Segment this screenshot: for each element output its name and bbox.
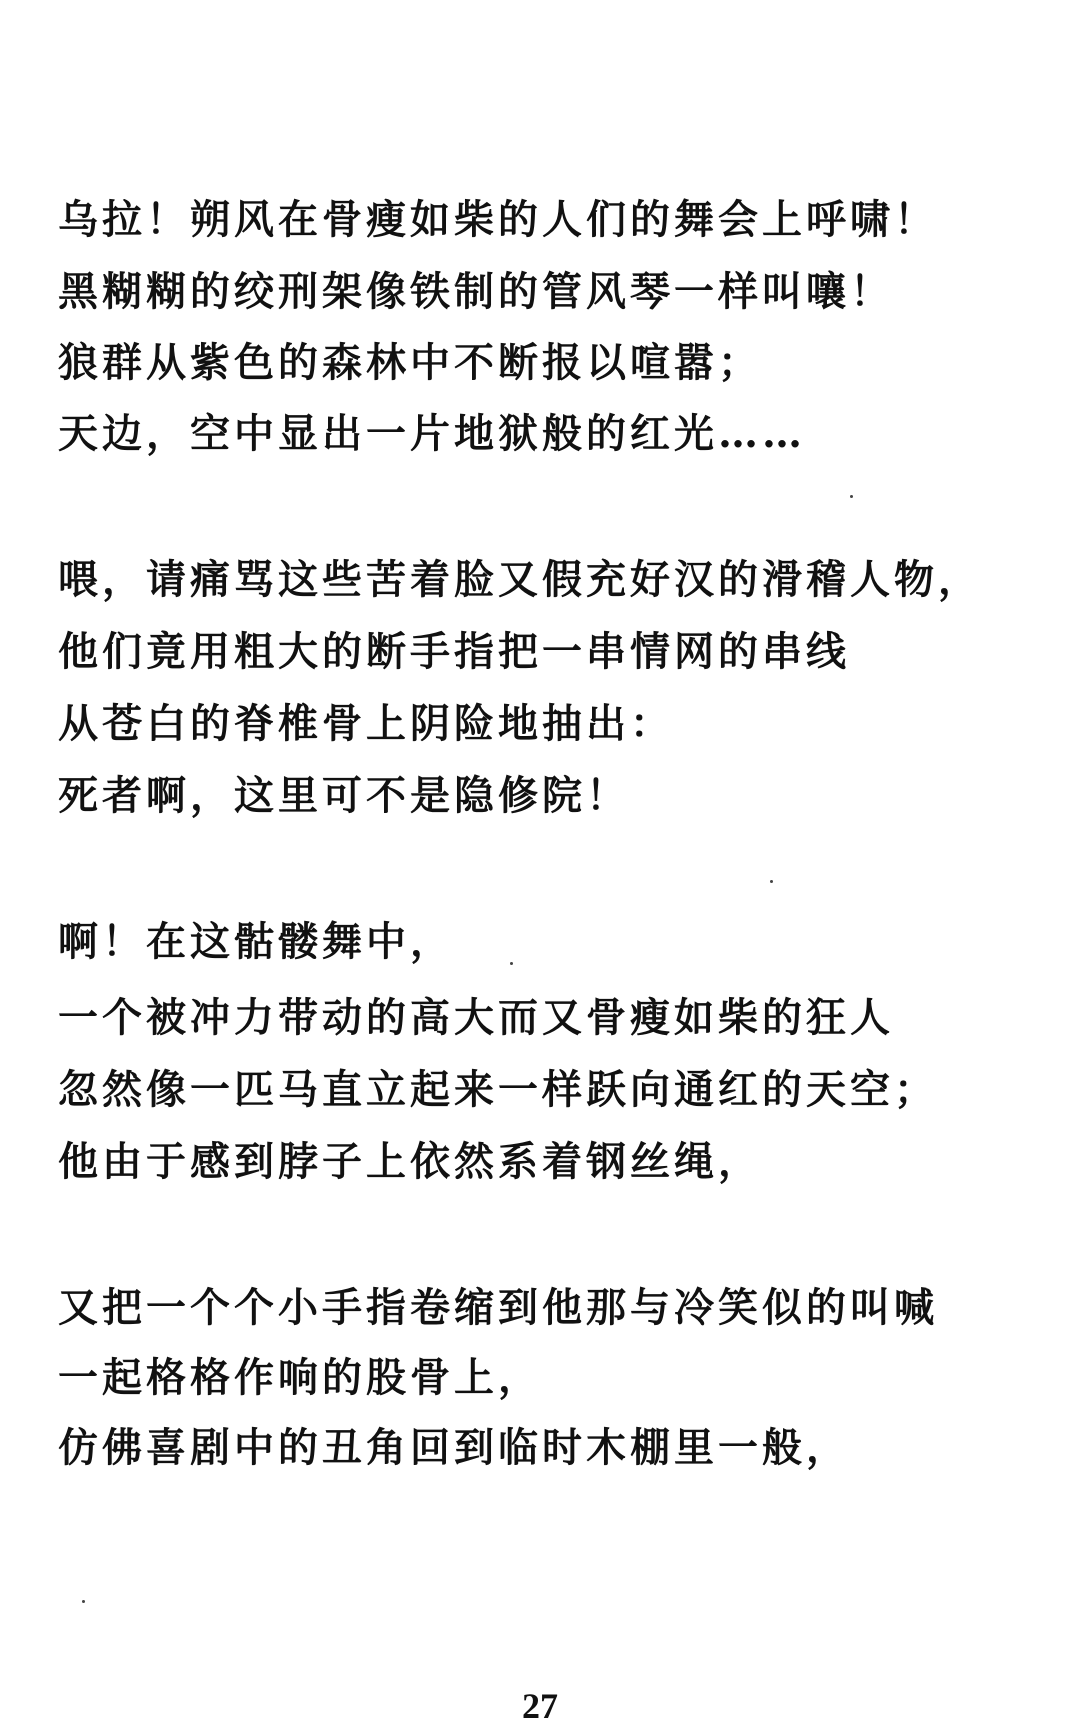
poem-line: 他由于感到脖子上依然系着钢丝绳， <box>58 1138 762 1185</box>
poem-line: 又把一个个小手指卷缩到他那与冷笑似的叫喊 <box>58 1284 938 1331</box>
scan-speck <box>510 962 513 965</box>
poem-line: 死者啊，这里可不是隐修院！ <box>58 772 630 819</box>
poem-line: 狼群从紫色的森林中不断报以喧嚣； <box>58 339 762 386</box>
scan-speck <box>770 880 773 883</box>
poem-line: 喂，请痛骂这些苦着脸又假充好汉的滑稽人物， <box>58 556 982 603</box>
poem-line: 一个被冲力带动的高大而又骨瘦如柴的狂人 <box>58 994 894 1041</box>
poem-line: 啊！在这骷髅舞中， <box>58 918 454 965</box>
poem-line: 天边，空中显出一片地狱般的红光…… <box>58 410 806 457</box>
poem-line: 黑糊糊的绞刑架像铁制的管风琴一样叫嚷！ <box>58 268 894 315</box>
scan-speck <box>850 495 853 498</box>
poem-line: 一起格格作响的股骨上， <box>58 1354 542 1401</box>
poem-line: 乌拉！朔风在骨瘦如柴的人们的舞会上呼啸！ <box>58 196 938 243</box>
scan-speck <box>82 1600 85 1603</box>
poem-line: 仿佛喜剧中的丑角回到临时木棚里一般， <box>58 1424 850 1471</box>
page-number: 27 <box>522 1686 558 1726</box>
poem-line: 忽然像一匹马直立起来一样跃向通红的天空； <box>58 1066 938 1113</box>
poem-line: 他们竟用粗大的断手指把一串情网的串线 <box>58 628 850 675</box>
poem-line: 从苍白的脊椎骨上阴险地抽出： <box>58 700 674 747</box>
